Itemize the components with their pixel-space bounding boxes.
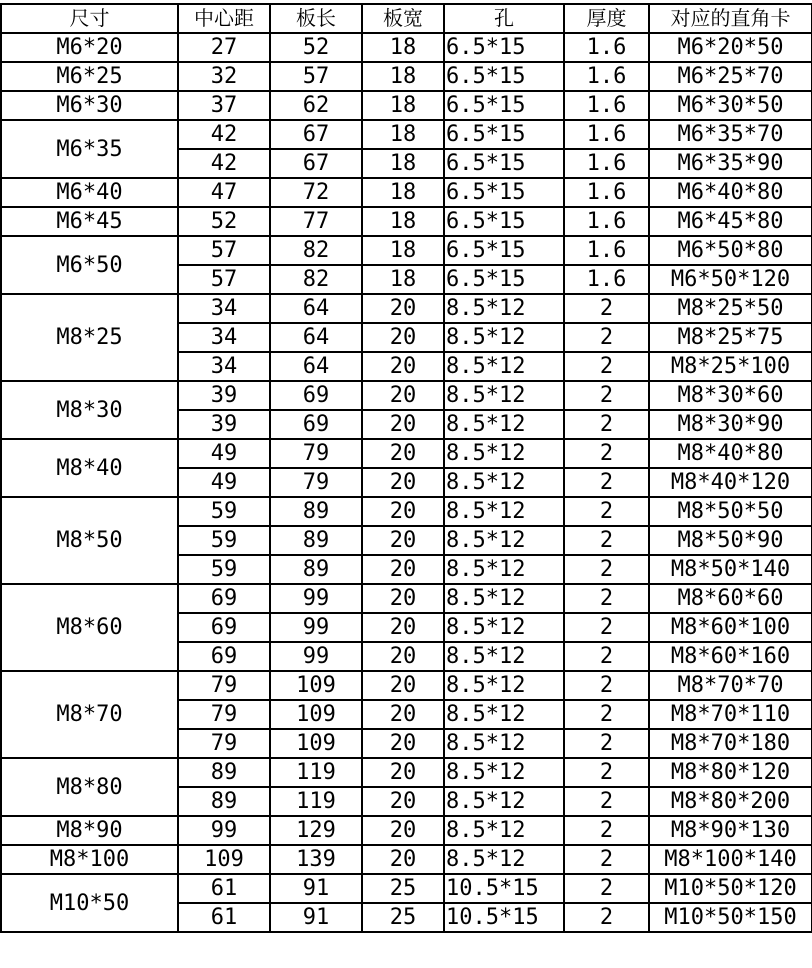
plate-length-cell: 129 xyxy=(270,816,362,845)
plate-width-cell: 18 xyxy=(362,207,444,236)
center-distance-cell: 49 xyxy=(178,439,270,468)
center-distance-cell: 61 xyxy=(178,903,270,932)
matching-bracket-cell: M6*25*70 xyxy=(649,62,812,91)
hole-cell: 8.5*12 xyxy=(444,758,564,787)
header-center-distance: 中心距 xyxy=(178,4,270,33)
matching-bracket-cell: M8*40*120 xyxy=(649,468,812,497)
plate-width-cell: 20 xyxy=(362,613,444,642)
center-distance-cell: 39 xyxy=(178,410,270,439)
size-cell: M6*35 xyxy=(1,120,178,178)
plate-width-cell: 18 xyxy=(362,120,444,149)
plate-length-cell: 91 xyxy=(270,903,362,932)
hole-cell: 8.5*12 xyxy=(444,700,564,729)
thickness-cell: 2 xyxy=(564,584,649,613)
center-distance-cell: 89 xyxy=(178,758,270,787)
matching-bracket-cell: M6*35*70 xyxy=(649,120,812,149)
matching-bracket-cell: M8*40*80 xyxy=(649,439,812,468)
thickness-cell: 2 xyxy=(564,758,649,787)
matching-bracket-cell: M6*30*50 xyxy=(649,91,812,120)
matching-bracket-cell: M8*30*90 xyxy=(649,410,812,439)
matching-bracket-cell: M8*50*90 xyxy=(649,526,812,555)
matching-bracket-cell: M10*50*120 xyxy=(649,874,812,903)
spec-table xyxy=(0,3,812,933)
plate-length-cell: 64 xyxy=(270,352,362,381)
table-row xyxy=(1,845,812,874)
size-cell: M10*50 xyxy=(1,874,178,932)
hole-cell: 6.5*15 xyxy=(444,236,564,265)
hole-cell: 8.5*12 xyxy=(444,729,564,758)
matching-bracket-cell: M8*25*75 xyxy=(649,323,812,352)
plate-width-cell: 18 xyxy=(362,149,444,178)
table-row xyxy=(1,178,812,207)
hole-cell: 8.5*12 xyxy=(444,294,564,323)
plate-length-cell: 69 xyxy=(270,410,362,439)
plate-length-cell: 64 xyxy=(270,323,362,352)
header-plate-width: 板宽 xyxy=(362,4,444,33)
size-cell: M8*90 xyxy=(1,816,178,845)
hole-cell: 6.5*15 xyxy=(444,62,564,91)
center-distance-cell: 59 xyxy=(178,555,270,584)
hole-cell: 6.5*15 xyxy=(444,207,564,236)
thickness-cell: 2 xyxy=(564,468,649,497)
center-distance-cell: 42 xyxy=(178,149,270,178)
thickness-cell: 2 xyxy=(564,555,649,584)
table-row xyxy=(1,91,812,120)
table-row xyxy=(1,207,812,236)
hole-cell: 8.5*12 xyxy=(444,381,564,410)
hole-cell: 8.5*12 xyxy=(444,584,564,613)
center-distance-cell: 34 xyxy=(178,294,270,323)
plate-length-cell: 72 xyxy=(270,178,362,207)
matching-bracket-cell: M8*25*50 xyxy=(649,294,812,323)
table-row xyxy=(1,62,812,91)
hole-cell: 6.5*15 xyxy=(444,91,564,120)
plate-length-cell: 82 xyxy=(270,265,362,294)
thickness-cell: 2 xyxy=(564,381,649,410)
center-distance-cell: 69 xyxy=(178,584,270,613)
plate-width-cell: 20 xyxy=(362,758,444,787)
size-cell: M8*25 xyxy=(1,294,178,381)
center-distance-cell: 59 xyxy=(178,497,270,526)
hole-cell: 8.5*12 xyxy=(444,613,564,642)
matching-bracket-cell: M8*70*180 xyxy=(649,729,812,758)
plate-length-cell: 79 xyxy=(270,468,362,497)
plate-length-cell: 57 xyxy=(270,62,362,91)
header-row xyxy=(1,4,812,33)
hole-cell: 6.5*15 xyxy=(444,265,564,294)
thickness-cell: 2 xyxy=(564,787,649,816)
matching-bracket-cell: M8*90*130 xyxy=(649,816,812,845)
matching-bracket-cell: M8*70*110 xyxy=(649,700,812,729)
plate-width-cell: 20 xyxy=(362,410,444,439)
thickness-cell: 1.6 xyxy=(564,91,649,120)
hole-cell: 8.5*12 xyxy=(444,787,564,816)
thickness-cell: 2 xyxy=(564,497,649,526)
matching-bracket-cell: M8*100*140 xyxy=(649,845,812,874)
size-cell: M6*40 xyxy=(1,178,178,207)
plate-width-cell: 20 xyxy=(362,845,444,874)
hole-cell: 8.5*12 xyxy=(444,323,564,352)
plate-length-cell: 69 xyxy=(270,381,362,410)
plate-length-cell: 62 xyxy=(270,91,362,120)
center-distance-cell: 39 xyxy=(178,381,270,410)
size-cell: M6*50 xyxy=(1,236,178,294)
matching-bracket-cell: M8*80*120 xyxy=(649,758,812,787)
matching-bracket-cell: M6*35*90 xyxy=(649,149,812,178)
plate-width-cell: 20 xyxy=(362,584,444,613)
center-distance-cell: 99 xyxy=(178,816,270,845)
plate-width-cell: 25 xyxy=(362,903,444,932)
header-matching-bracket: 对应的直角卡 xyxy=(649,4,812,33)
size-cell: M8*80 xyxy=(1,758,178,816)
size-cell: M6*30 xyxy=(1,91,178,120)
center-distance-cell: 57 xyxy=(178,236,270,265)
table-row xyxy=(1,294,812,323)
plate-width-cell: 20 xyxy=(362,381,444,410)
size-cell: M8*70 xyxy=(1,671,178,758)
size-cell: M8*30 xyxy=(1,381,178,439)
center-distance-cell: 42 xyxy=(178,120,270,149)
center-distance-cell: 52 xyxy=(178,207,270,236)
plate-length-cell: 89 xyxy=(270,497,362,526)
matching-bracket-cell: M8*50*140 xyxy=(649,555,812,584)
table-row xyxy=(1,381,812,410)
hole-cell: 8.5*12 xyxy=(444,497,564,526)
plate-width-cell: 18 xyxy=(362,265,444,294)
thickness-cell: 1.6 xyxy=(564,207,649,236)
hole-cell: 10.5*15 xyxy=(444,903,564,932)
thickness-cell: 2 xyxy=(564,845,649,874)
thickness-cell: 2 xyxy=(564,903,649,932)
header-plate-length: 板长 xyxy=(270,4,362,33)
thickness-cell: 2 xyxy=(564,816,649,845)
table-row xyxy=(1,439,812,468)
thickness-cell: 2 xyxy=(564,642,649,671)
header-hole: 孔 xyxy=(444,4,564,33)
thickness-cell: 2 xyxy=(564,323,649,352)
thickness-cell: 1.6 xyxy=(564,149,649,178)
matching-bracket-cell: M8*60*100 xyxy=(649,613,812,642)
size-cell: M6*25 xyxy=(1,62,178,91)
center-distance-cell: 69 xyxy=(178,613,270,642)
center-distance-cell: 89 xyxy=(178,787,270,816)
plate-length-cell: 82 xyxy=(270,236,362,265)
hole-cell: 8.5*12 xyxy=(444,671,564,700)
size-cell: M6*20 xyxy=(1,33,178,62)
hole-cell: 6.5*15 xyxy=(444,178,564,207)
plate-length-cell: 109 xyxy=(270,671,362,700)
plate-width-cell: 18 xyxy=(362,91,444,120)
plate-width-cell: 20 xyxy=(362,294,444,323)
center-distance-cell: 27 xyxy=(178,33,270,62)
plate-length-cell: 99 xyxy=(270,642,362,671)
table-row xyxy=(1,671,812,700)
plate-width-cell: 20 xyxy=(362,526,444,555)
center-distance-cell: 37 xyxy=(178,91,270,120)
matching-bracket-cell: M6*45*80 xyxy=(649,207,812,236)
plate-length-cell: 119 xyxy=(270,758,362,787)
plate-length-cell: 52 xyxy=(270,33,362,62)
plate-width-cell: 20 xyxy=(362,787,444,816)
plate-width-cell: 20 xyxy=(362,497,444,526)
hole-cell: 8.5*12 xyxy=(444,642,564,671)
plate-length-cell: 109 xyxy=(270,700,362,729)
size-cell: M8*50 xyxy=(1,497,178,584)
matching-bracket-cell: M6*20*50 xyxy=(649,33,812,62)
matching-bracket-cell: M8*60*160 xyxy=(649,642,812,671)
center-distance-cell: 47 xyxy=(178,178,270,207)
plate-width-cell: 18 xyxy=(362,236,444,265)
hole-cell: 8.5*12 xyxy=(444,468,564,497)
plate-width-cell: 25 xyxy=(362,874,444,903)
table-row xyxy=(1,584,812,613)
plate-width-cell: 20 xyxy=(362,671,444,700)
hole-cell: 8.5*12 xyxy=(444,555,564,584)
thickness-cell: 1.6 xyxy=(564,62,649,91)
table-row xyxy=(1,236,812,265)
matching-bracket-cell: M8*50*50 xyxy=(649,497,812,526)
plate-length-cell: 67 xyxy=(270,149,362,178)
plate-length-cell: 89 xyxy=(270,526,362,555)
hole-cell: 8.5*12 xyxy=(444,439,564,468)
plate-width-cell: 18 xyxy=(362,62,444,91)
plate-length-cell: 119 xyxy=(270,787,362,816)
plate-width-cell: 18 xyxy=(362,33,444,62)
thickness-cell: 2 xyxy=(564,410,649,439)
hole-cell: 10.5*15 xyxy=(444,874,564,903)
size-cell: M8*40 xyxy=(1,439,178,497)
center-distance-cell: 79 xyxy=(178,671,270,700)
matching-bracket-cell: M8*30*60 xyxy=(649,381,812,410)
hole-cell: 8.5*12 xyxy=(444,410,564,439)
table-row xyxy=(1,816,812,845)
thickness-cell: 2 xyxy=(564,613,649,642)
center-distance-cell: 109 xyxy=(178,845,270,874)
center-distance-cell: 69 xyxy=(178,642,270,671)
hole-cell: 8.5*12 xyxy=(444,816,564,845)
plate-width-cell: 20 xyxy=(362,700,444,729)
plate-length-cell: 139 xyxy=(270,845,362,874)
matching-bracket-cell: M6*40*80 xyxy=(649,178,812,207)
plate-width-cell: 20 xyxy=(362,323,444,352)
thickness-cell: 2 xyxy=(564,526,649,555)
thickness-cell: 2 xyxy=(564,294,649,323)
center-distance-cell: 79 xyxy=(178,729,270,758)
center-distance-cell: 34 xyxy=(178,352,270,381)
size-cell: M8*60 xyxy=(1,584,178,671)
thickness-cell: 1.6 xyxy=(564,33,649,62)
thickness-cell: 1.6 xyxy=(564,236,649,265)
center-distance-cell: 79 xyxy=(178,700,270,729)
matching-bracket-cell: M10*50*150 xyxy=(649,903,812,932)
thickness-cell: 1.6 xyxy=(564,265,649,294)
hole-cell: 6.5*15 xyxy=(444,33,564,62)
size-cell: M6*45 xyxy=(1,207,178,236)
matching-bracket-cell: M8*80*200 xyxy=(649,787,812,816)
size-cell: M8*100 xyxy=(1,845,178,874)
center-distance-cell: 61 xyxy=(178,874,270,903)
thickness-cell: 2 xyxy=(564,700,649,729)
matching-bracket-cell: M6*50*80 xyxy=(649,236,812,265)
plate-width-cell: 20 xyxy=(362,642,444,671)
plate-width-cell: 20 xyxy=(362,352,444,381)
thickness-cell: 1.6 xyxy=(564,120,649,149)
header-size: 尺寸 xyxy=(1,4,178,33)
matching-bracket-cell: M8*25*100 xyxy=(649,352,812,381)
plate-width-cell: 20 xyxy=(362,468,444,497)
center-distance-cell: 49 xyxy=(178,468,270,497)
plate-length-cell: 91 xyxy=(270,874,362,903)
plate-length-cell: 64 xyxy=(270,294,362,323)
plate-width-cell: 20 xyxy=(362,439,444,468)
thickness-cell: 2 xyxy=(564,874,649,903)
plate-length-cell: 99 xyxy=(270,584,362,613)
table-row xyxy=(1,497,812,526)
plate-width-cell: 20 xyxy=(362,555,444,584)
hole-cell: 8.5*12 xyxy=(444,352,564,381)
matching-bracket-cell: M8*60*60 xyxy=(649,584,812,613)
plate-width-cell: 20 xyxy=(362,729,444,758)
matching-bracket-cell: M6*50*120 xyxy=(649,265,812,294)
hole-cell: 8.5*12 xyxy=(444,526,564,555)
plate-width-cell: 18 xyxy=(362,178,444,207)
thickness-cell: 2 xyxy=(564,671,649,700)
table-row xyxy=(1,874,812,903)
center-distance-cell: 32 xyxy=(178,62,270,91)
plate-length-cell: 99 xyxy=(270,613,362,642)
table-body xyxy=(1,33,812,932)
thickness-cell: 2 xyxy=(564,352,649,381)
hole-cell: 6.5*15 xyxy=(444,149,564,178)
header-thickness: 厚度 xyxy=(564,4,649,33)
plate-length-cell: 67 xyxy=(270,120,362,149)
thickness-cell: 2 xyxy=(564,439,649,468)
matching-bracket-cell: M8*70*70 xyxy=(649,671,812,700)
plate-length-cell: 89 xyxy=(270,555,362,584)
thickness-cell: 1.6 xyxy=(564,178,649,207)
center-distance-cell: 59 xyxy=(178,526,270,555)
center-distance-cell: 57 xyxy=(178,265,270,294)
hole-cell: 6.5*15 xyxy=(444,120,564,149)
plate-length-cell: 77 xyxy=(270,207,362,236)
plate-length-cell: 109 xyxy=(270,729,362,758)
center-distance-cell: 34 xyxy=(178,323,270,352)
table-row xyxy=(1,33,812,62)
thickness-cell: 2 xyxy=(564,729,649,758)
plate-width-cell: 20 xyxy=(362,816,444,845)
table-row xyxy=(1,120,812,149)
table-row xyxy=(1,758,812,787)
plate-length-cell: 79 xyxy=(270,439,362,468)
hole-cell: 8.5*12 xyxy=(444,845,564,874)
